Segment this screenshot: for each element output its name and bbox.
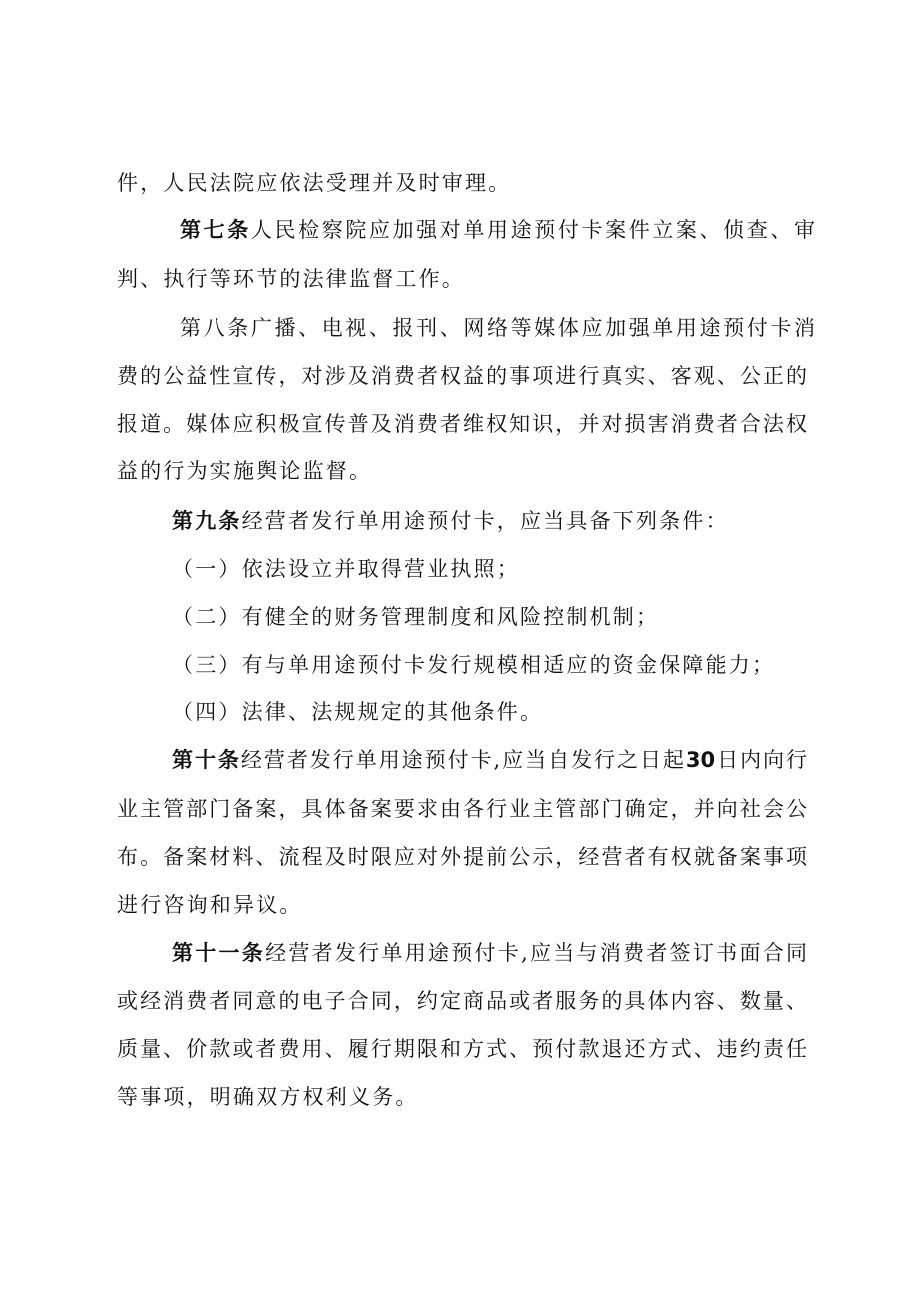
line-text: 质量、价款或者费用、履行期限和方式、预付款退还方式、违约责任 [117, 1037, 807, 1061]
line-text: 等事项，明确双方权利义务。 [117, 1085, 419, 1109]
article-7-line-1 [180, 215, 815, 245]
day-count: 30 [685, 748, 716, 772]
article-7-line-2 [117, 264, 807, 294]
article-number: 第七条 [180, 218, 251, 242]
article-10-line-2 [117, 794, 807, 824]
line-text: （二）有健全的财务管理制度和风险控制机制； [172, 605, 660, 629]
article-10-line-3 [117, 842, 807, 872]
article-number: 第十一条 [172, 941, 266, 965]
line-text: （四）法律、法规规定的其他条件。 [172, 700, 544, 724]
condition-item-1 [172, 554, 862, 584]
line-text: 判、执行等环节的法律监督工作。 [117, 267, 465, 291]
condition-item-4 [172, 697, 862, 727]
line-text: 费的公益性宣传，对涉及消费者权益的事项进行真实、客观、公正的 [117, 364, 807, 388]
line-text: 报道。媒体应积极宣传普及消费者维权知识，并对损害消费者合法权 [117, 412, 807, 436]
article-11-line-3 [117, 1034, 807, 1064]
line-text: 或经消费者同意的电子合同，约定商品或者服务的具体内容、数量、 [117, 989, 807, 1013]
line-text: 进行咨询和异议。 [117, 893, 303, 917]
line-text-tail: 日内向行 [715, 748, 808, 772]
article-8-line-1 [180, 313, 815, 343]
article-8-line-3 [117, 409, 807, 439]
article-10-line-1 [172, 745, 807, 775]
line-text: 经营者发行单用途预付卡,应当与消费者签订书面合同 [265, 941, 807, 965]
article-11-line-2 [117, 986, 807, 1016]
line-text: 业主管部门备案，具体备案要求由各行业主管部门确定，并向社会公 [117, 797, 807, 821]
article-10-line-4 [117, 890, 807, 920]
article-8-line-4 [117, 456, 807, 486]
line-text: （一）依法设立并取得营业执照； [172, 557, 520, 581]
paragraph-line-1 [117, 168, 807, 198]
line-text: （三）有与单用途预付卡发行规模相适应的资金保障能力； [172, 653, 776, 677]
article-9-line-1 [172, 506, 862, 536]
line-text: 经营者发行单用途预付卡，应当具备下列条件： [241, 509, 729, 533]
article-8-line-2 [117, 361, 807, 391]
line-text: 人民检察院应加强对单用途预付卡案件立案、侦查、审 [250, 218, 816, 242]
line-text: 益的行为实施舆论监督。 [117, 459, 373, 483]
condition-item-3 [172, 650, 862, 680]
article-11-line-1 [172, 938, 807, 968]
article-number: 第九条 [172, 509, 242, 533]
line-text: 第八条广播、电视、报刊、网络等媒体应加强单用途预付卡消 [180, 316, 815, 340]
line-text: 布。备案材料、流程及时限应对外提前公示，经营者有权就备案事项 [117, 845, 807, 869]
article-number: 第十条 [172, 748, 241, 772]
line-text: 件，人民法院应依法受理并及时审理。 [117, 171, 512, 195]
article-11-line-4 [117, 1082, 807, 1112]
line-text: 经营者发行单用途预付卡,应当自发行之日起 [240, 748, 686, 772]
condition-item-2 [172, 602, 862, 632]
